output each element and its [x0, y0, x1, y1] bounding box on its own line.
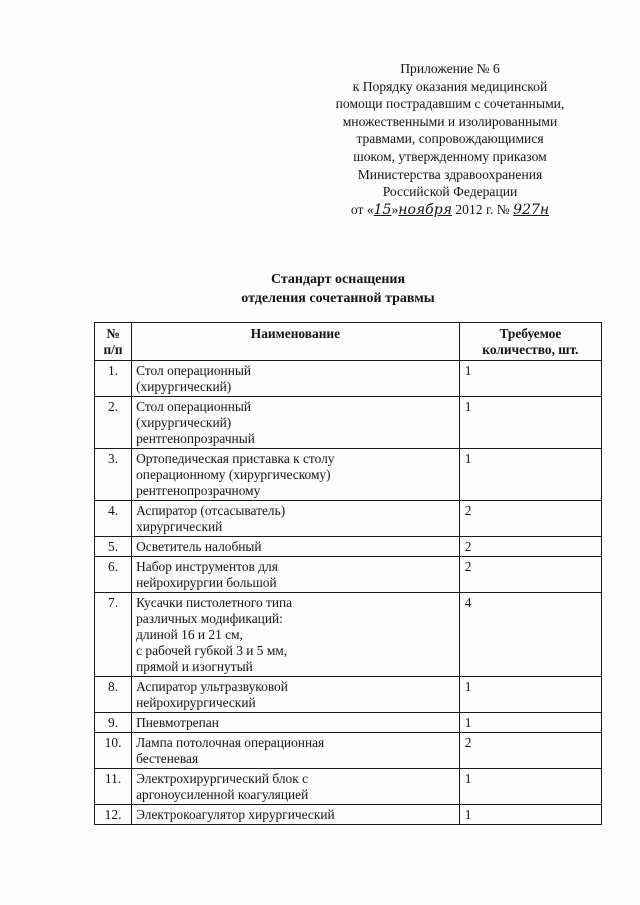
order-year: 2012 г. № — [451, 201, 514, 217]
row-quantity: 1 — [459, 361, 601, 397]
document-title — [0, 270, 640, 308]
row-name: Электрохирургический блок с аргоноусиленной коагуляцией — [132, 769, 460, 805]
table-row — [95, 361, 602, 397]
row-name: Лампа потолочная операционная бестеневая — [132, 733, 460, 769]
order-reference — [330, 201, 570, 220]
row-quantity: 1 — [459, 677, 601, 713]
row-name: Ортопедическая приставка к столу операционному (хирургическому) рентгенопрозрачному — [132, 449, 460, 501]
annex-line: к Порядку оказания медицинской — [352, 78, 548, 94]
row-quantity: 2 — [459, 733, 601, 769]
header-name: Наименование — [132, 323, 460, 361]
table-row — [95, 449, 602, 501]
table-row — [95, 769, 602, 805]
annex-line: шоком, утвержденному приказом — [353, 148, 547, 164]
annex-line: помощи пострадавшим с сочетанными, — [335, 96, 565, 112]
row-quantity: 2 — [459, 501, 601, 537]
order-number-handwritten: 927н — [513, 201, 550, 218]
title-line-2: отделения сочетанной травмы — [241, 291, 435, 306]
row-quantity: 1 — [459, 397, 601, 449]
order-prefix: от « — [350, 201, 374, 217]
row-number: 8. — [95, 677, 132, 713]
row-quantity: 1 — [459, 713, 601, 733]
row-number: 11. — [95, 769, 132, 805]
header-number: № п/п — [95, 323, 132, 361]
annex-header — [330, 60, 570, 219]
order-day-handwritten: 15 — [373, 201, 392, 218]
row-name: Стол операционный (хирургический) — [132, 361, 460, 397]
row-number: 3. — [95, 449, 132, 501]
table-row — [95, 713, 602, 733]
row-number: 1. — [95, 361, 132, 397]
row-number: 6. — [95, 557, 132, 593]
row-name: Набор инструментов для нейрохирургии большой — [132, 557, 460, 593]
table-row — [95, 593, 602, 677]
annex-line: множественными и изолированными — [342, 113, 558, 129]
row-number: 12. — [95, 805, 132, 825]
row-quantity: 2 — [459, 557, 601, 593]
table-row — [95, 501, 602, 537]
annex-line: Министерства здравоохранения — [357, 166, 543, 182]
row-quantity: 2 — [459, 537, 601, 557]
row-name: Электрокоагулятор хирургический — [132, 805, 460, 825]
table-row — [95, 733, 602, 769]
table-row — [95, 397, 602, 449]
row-number: 4. — [95, 501, 132, 537]
equipment-table — [94, 322, 602, 825]
row-name: Осветитель налобный — [132, 537, 460, 557]
row-name: Аспиратор (отсасыватель) хирургический — [132, 501, 460, 537]
row-name: Аспиратор ультразвуковой нейрохирургический — [132, 677, 460, 713]
table-header-row — [95, 323, 602, 361]
row-number: 9. — [95, 713, 132, 733]
row-number: 2. — [95, 397, 132, 449]
annex-line: Российской Федерации — [382, 184, 518, 200]
annex-line: Приложение № 6 — [400, 61, 500, 76]
row-name: Пневмотрепан — [132, 713, 460, 733]
row-name: Кусачки пистолетного типа различных модификаций: длиной 16 и 21 см, с рабочей губкой 3 и 5 мм, прямой и изогнутый — [132, 593, 460, 677]
table-row — [95, 805, 602, 825]
table-body — [95, 361, 602, 825]
row-number: 10. — [95, 733, 132, 769]
table-row — [95, 557, 602, 593]
row-quantity: 4 — [459, 593, 601, 677]
row-number: 7. — [95, 593, 132, 677]
row-quantity: 1 — [459, 449, 601, 501]
row-quantity: 1 — [459, 805, 601, 825]
row-quantity: 1 — [459, 769, 601, 805]
annex-line: травмами, сопровождающимися — [356, 131, 544, 147]
table-row — [95, 537, 602, 557]
table-row — [95, 677, 602, 713]
order-quote: » — [391, 201, 399, 217]
row-name: Стол операционный (хирургический) рентгенопрозрачный — [132, 397, 460, 449]
title-line-1: Стандарт оснащения — [270, 272, 406, 287]
header-quantity: Требуемое количество, шт. — [459, 323, 601, 361]
order-month-handwritten: ноября — [398, 201, 452, 218]
row-number: 5. — [95, 537, 132, 557]
